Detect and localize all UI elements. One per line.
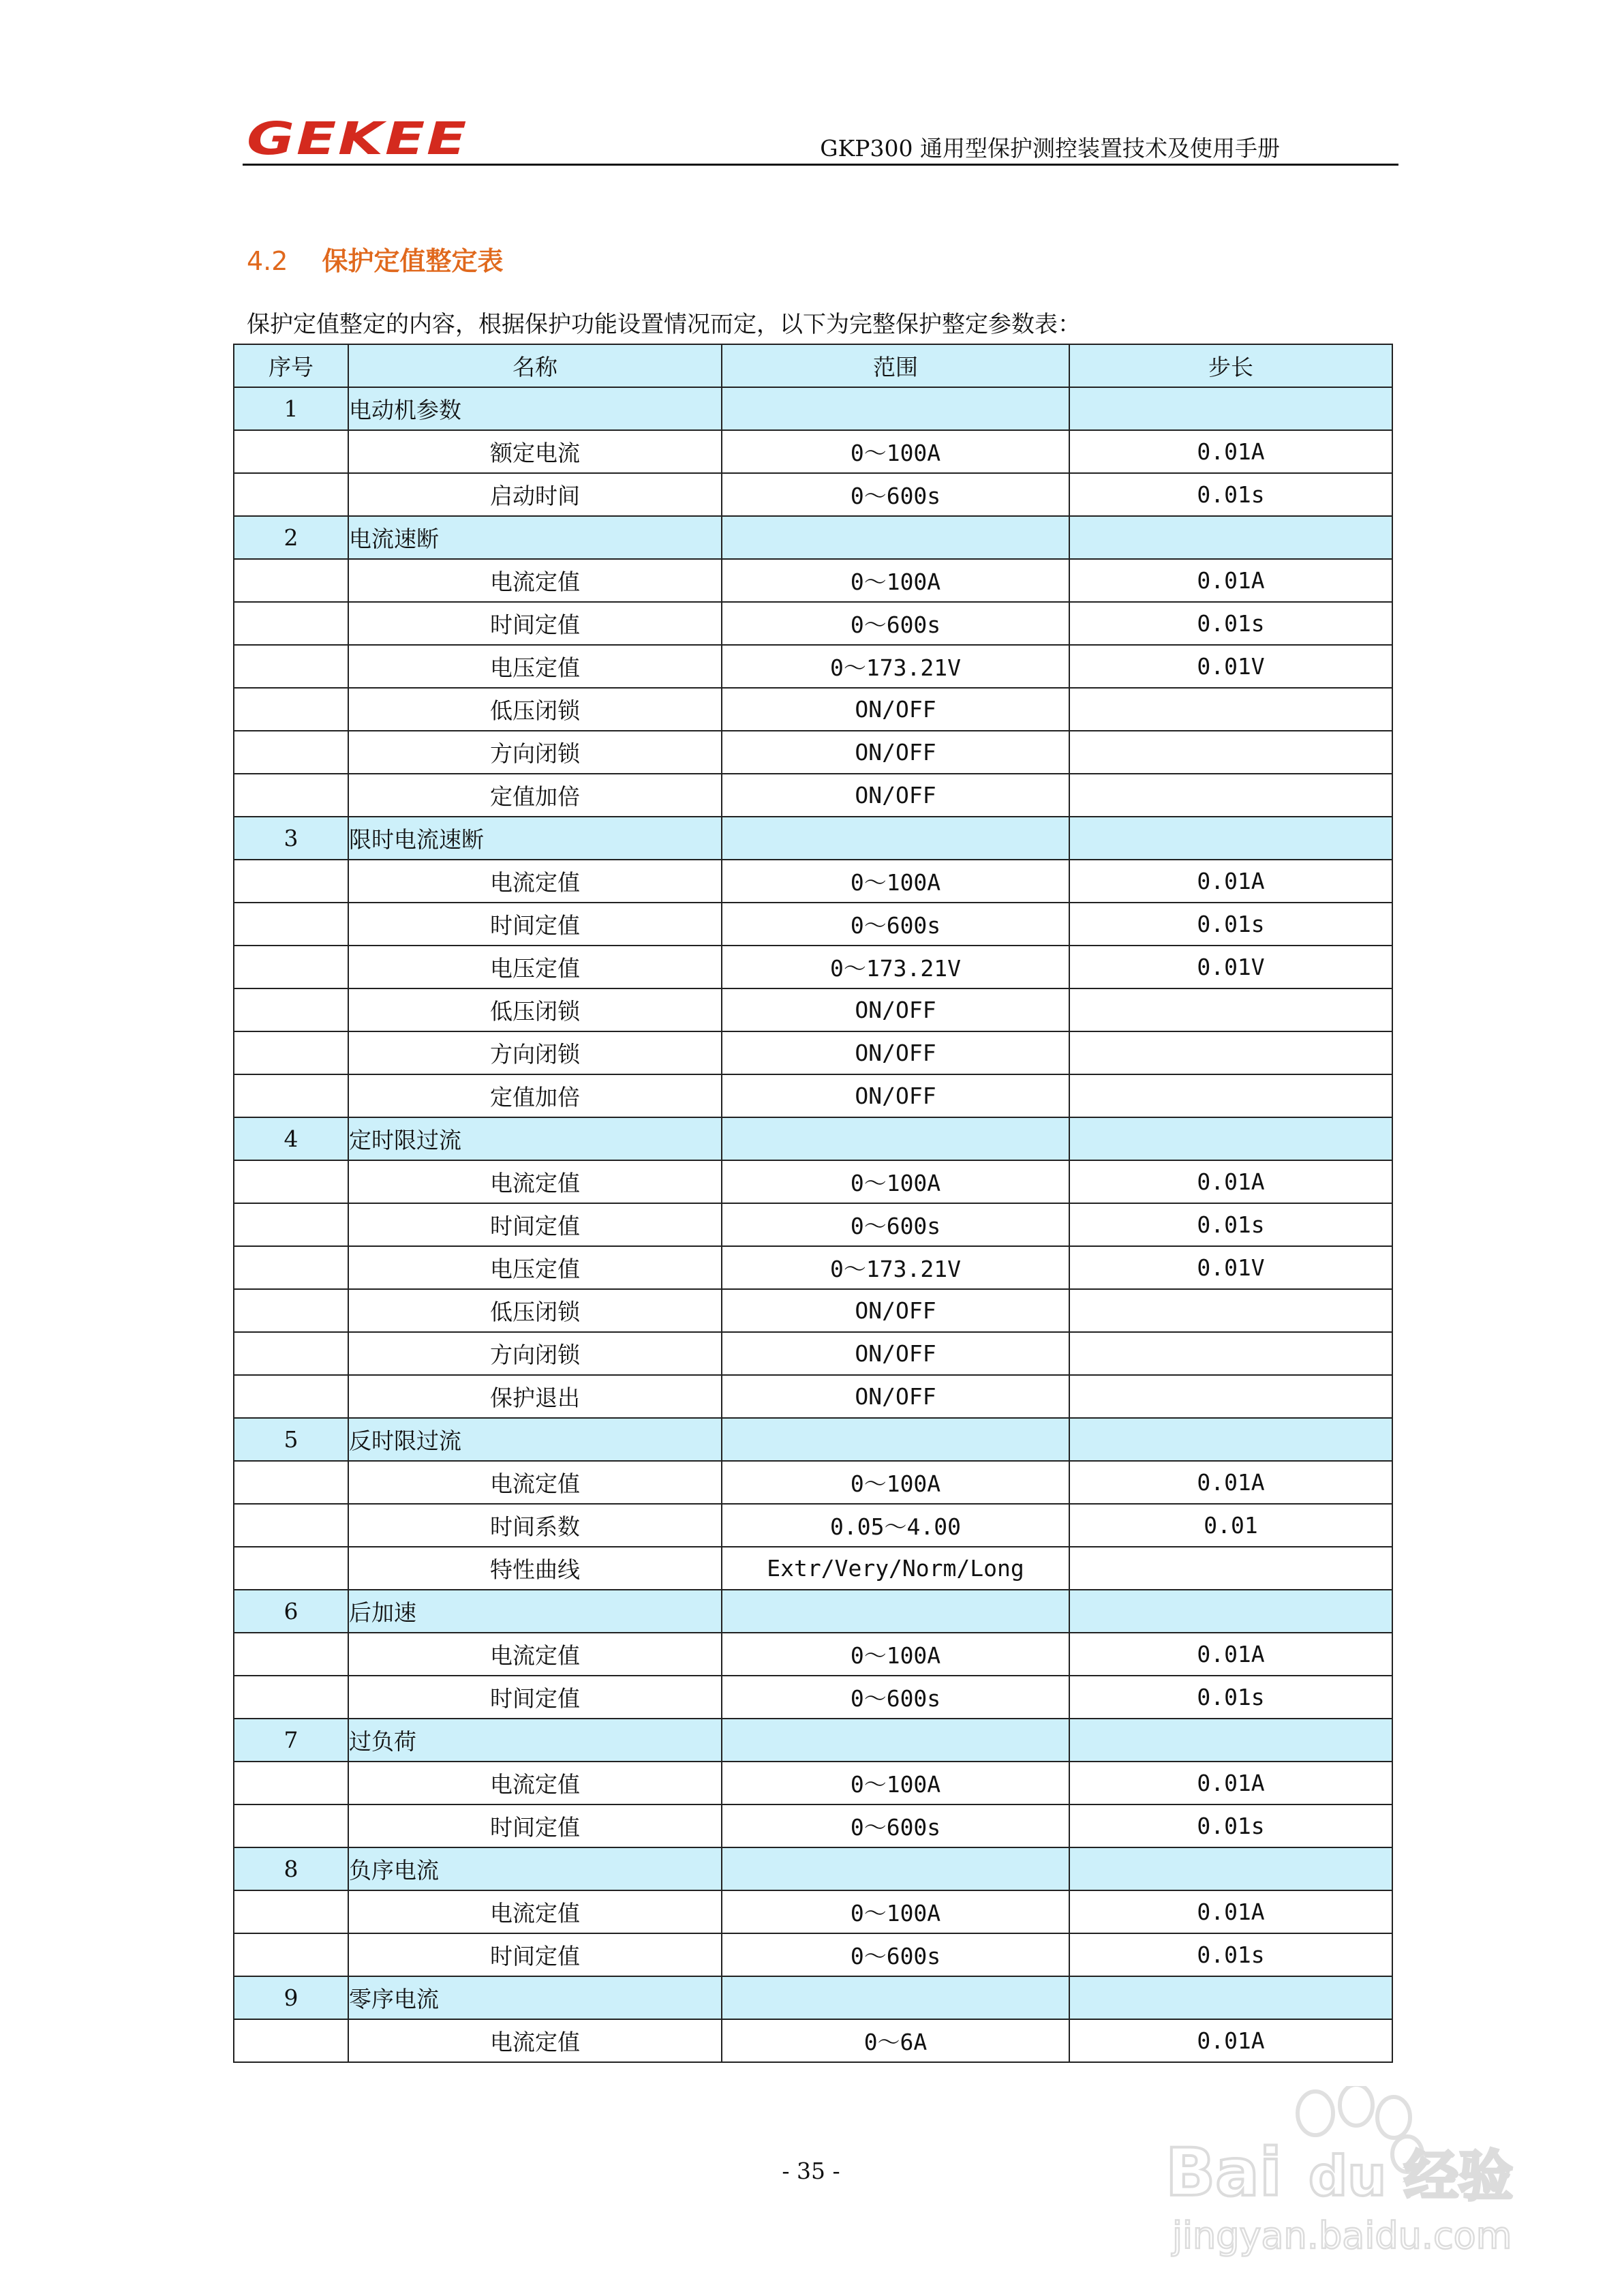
table-row: [234, 473, 1392, 516]
intro-paragraph: 保护定值整定的内容，根据保护功能设置情况而定，以下为完整保护整定参数表：: [247, 311, 1081, 338]
param-step-cell: [1069, 688, 1392, 731]
group-range-cell: [722, 1590, 1069, 1633]
section-heading: [247, 240, 503, 277]
param-step-cell: 0.01A: [1069, 1461, 1392, 1504]
param-step-cell: 0.01A: [1069, 1160, 1392, 1203]
param-step-cell: [1069, 1074, 1392, 1117]
group-step-cell: [1069, 1590, 1392, 1633]
param-step-cell: [1069, 1289, 1392, 1332]
group-range-cell: [722, 1847, 1069, 1890]
table-row: [234, 860, 1392, 903]
param-step-cell: 0.01A: [1069, 1890, 1392, 1933]
gekee-logo: [247, 116, 472, 160]
param-range-cell: 0～600s: [722, 1203, 1069, 1246]
param-number-cell: [234, 1332, 348, 1375]
table-group-row: [234, 1976, 1392, 2019]
table-group-row: [234, 1719, 1392, 1762]
param-range-cell: 0～600s: [722, 473, 1069, 516]
param-number-cell: [234, 860, 348, 903]
param-range-cell: 0～100A: [722, 1633, 1069, 1676]
group-range-cell: [722, 1719, 1069, 1762]
param-step-cell: 0.01A: [1069, 1633, 1392, 1676]
param-step-cell: 0.01s: [1069, 602, 1392, 645]
group-step-cell: [1069, 1418, 1392, 1461]
page-number: - 35 -: [782, 2158, 840, 2184]
group-range-cell: [722, 1418, 1069, 1461]
group-name-cell: 反时限过流: [348, 1418, 722, 1461]
group-name-cell: 电流速断: [348, 516, 722, 559]
table-row: [234, 1676, 1392, 1719]
param-step-cell: 0.01A: [1069, 559, 1392, 602]
param-range-cell: ON/OFF: [722, 688, 1069, 731]
section-title: 保护定值整定表: [322, 246, 504, 276]
param-number-cell: [234, 602, 348, 645]
table-row: [234, 1504, 1392, 1547]
group-number-cell: 2: [234, 516, 348, 559]
param-range-cell: 0～100A: [722, 1890, 1069, 1933]
table-row: [234, 1804, 1392, 1847]
param-step-cell: 0.01s: [1069, 1933, 1392, 1976]
param-number-cell: [234, 688, 348, 731]
param-name-cell: 低压闭锁: [348, 1289, 722, 1332]
param-step-cell: 0.01s: [1069, 903, 1392, 946]
param-name-cell: 额定电流: [348, 430, 722, 473]
param-number-cell: [234, 1160, 348, 1203]
group-name-cell: 电动机参数: [348, 387, 722, 430]
table-row: [234, 645, 1392, 688]
param-range-cell: ON/OFF: [722, 1031, 1069, 1074]
table-row: [234, 1762, 1392, 1804]
param-name-cell: 定值加倍: [348, 774, 722, 817]
param-range-cell: 0～600s: [722, 1804, 1069, 1847]
param-name-cell: 时间定值: [348, 1203, 722, 1246]
param-name-cell: 低压闭锁: [348, 688, 722, 731]
param-number-cell: [234, 1633, 348, 1676]
param-number-cell: [234, 1246, 348, 1289]
param-number-cell: [234, 2019, 348, 2062]
group-number-cell: 7: [234, 1719, 348, 1762]
param-range-cell: 0.05～4.00: [722, 1504, 1069, 1547]
param-number-cell: [234, 430, 348, 473]
param-step-cell: [1069, 988, 1392, 1031]
group-number-cell: 6: [234, 1590, 348, 1633]
param-number-cell: [234, 774, 348, 817]
param-range-cell: 0～100A: [722, 430, 1069, 473]
param-name-cell: 电流定值: [348, 1890, 722, 1933]
param-name-cell: 电流定值: [348, 1160, 722, 1203]
table-row: [234, 774, 1392, 817]
param-name-cell: 时间定值: [348, 903, 722, 946]
param-range-cell: 0～600s: [722, 1676, 1069, 1719]
param-name-cell: 电压定值: [348, 946, 722, 988]
table-row: [234, 1633, 1392, 1676]
group-step-cell: [1069, 387, 1392, 430]
param-range-cell: ON/OFF: [722, 1375, 1069, 1418]
column-header-range: 范围: [722, 344, 1069, 387]
param-range-cell: 0～100A: [722, 1762, 1069, 1804]
table-row: [234, 2019, 1392, 2062]
param-range-cell: 0～100A: [722, 860, 1069, 903]
param-range-cell: ON/OFF: [722, 1332, 1069, 1375]
param-number-cell: [234, 1203, 348, 1246]
param-step-cell: [1069, 1547, 1392, 1590]
param-step-cell: [1069, 1031, 1392, 1074]
table-group-row: [234, 387, 1392, 430]
table-row: [234, 1461, 1392, 1504]
param-step-cell: 0.01V: [1069, 946, 1392, 988]
param-step-cell: 0.01V: [1069, 645, 1392, 688]
table-row: [234, 731, 1392, 774]
baidu-jingyan-watermark: [1159, 2086, 1540, 2263]
param-number-cell: [234, 473, 348, 516]
param-name-cell: 电流定值: [348, 2019, 722, 2062]
svg-text:经验: 经验: [1404, 2145, 1513, 2208]
param-number-cell: [234, 1804, 348, 1847]
param-name-cell: 方向闭锁: [348, 1332, 722, 1375]
group-step-cell: [1069, 516, 1392, 559]
param-range-cell: 0～6A: [722, 2019, 1069, 2062]
table-row: [234, 988, 1392, 1031]
param-number-cell: [234, 1074, 348, 1117]
group-name-cell: 定时限过流: [348, 1117, 722, 1160]
table-group-row: [234, 1590, 1392, 1633]
param-range-cell: 0～173.21V: [722, 645, 1069, 688]
column-header-name: 名称: [348, 344, 722, 387]
column-header-no: 序号: [234, 344, 348, 387]
param-step-cell: [1069, 774, 1392, 817]
table-row: [234, 688, 1392, 731]
group-step-cell: [1069, 1847, 1392, 1890]
param-range-cell: 0～600s: [722, 1933, 1069, 1976]
group-name-cell: 零序电流: [348, 1976, 722, 2019]
param-name-cell: 低压闭锁: [348, 988, 722, 1031]
param-number-cell: [234, 1890, 348, 1933]
param-number-cell: [234, 1289, 348, 1332]
param-step-cell: 0.01A: [1069, 430, 1392, 473]
section-number: 4.2: [247, 246, 288, 276]
param-name-cell: 时间定值: [348, 1676, 722, 1719]
group-number-cell: 4: [234, 1117, 348, 1160]
param-range-cell: 0～600s: [722, 602, 1069, 645]
logo-text: GEKEE: [247, 116, 468, 160]
param-number-cell: [234, 1375, 348, 1418]
table-row: [234, 1289, 1392, 1332]
header-divider: [243, 164, 1398, 166]
param-name-cell: 特性曲线: [348, 1547, 722, 1590]
group-name-cell: 过负荷: [348, 1719, 722, 1762]
group-name-cell: 负序电流: [348, 1847, 722, 1890]
watermark-url: jingyan.baidu.com: [1172, 2214, 1512, 2257]
table-group-row: [234, 1418, 1392, 1461]
table-group-row: [234, 817, 1392, 860]
param-step-cell: 0.01V: [1069, 1246, 1392, 1289]
group-number-cell: 3: [234, 817, 348, 860]
param-name-cell: 电压定值: [348, 1246, 722, 1289]
svg-text:Bai: Bai: [1165, 2134, 1282, 2211]
group-step-cell: [1069, 1117, 1392, 1160]
param-step-cell: 0.01A: [1069, 1762, 1392, 1804]
table-row: [234, 1160, 1392, 1203]
table-row: [234, 1933, 1392, 1976]
param-name-cell: 电流定值: [348, 860, 722, 903]
table-row: [234, 1074, 1392, 1117]
param-range-cell: 0～100A: [722, 1160, 1069, 1203]
table-row: [234, 1031, 1392, 1074]
param-number-cell: [234, 1547, 348, 1590]
table-row: [234, 1203, 1392, 1246]
param-name-cell: 时间定值: [348, 602, 722, 645]
param-number-cell: [234, 731, 348, 774]
protection-settings-table: [233, 344, 1393, 2063]
param-number-cell: [234, 946, 348, 988]
table-row: [234, 602, 1392, 645]
table-group-row: [234, 1847, 1392, 1890]
param-step-cell: 0.01s: [1069, 1676, 1392, 1719]
param-name-cell: 方向闭锁: [348, 731, 722, 774]
group-range-cell: [722, 817, 1069, 860]
group-number-cell: 8: [234, 1847, 348, 1890]
param-number-cell: [234, 559, 348, 602]
param-step-cell: 0.01s: [1069, 1804, 1392, 1847]
group-step-cell: [1069, 1976, 1392, 2019]
param-number-cell: [234, 1031, 348, 1074]
group-range-cell: [722, 1976, 1069, 2019]
param-number-cell: [234, 1762, 348, 1804]
table-header-row: [234, 344, 1392, 387]
column-header-step: 步长: [1069, 344, 1392, 387]
param-number-cell: [234, 1504, 348, 1547]
param-step-cell: 0.01A: [1069, 2019, 1392, 2062]
param-name-cell: 方向闭锁: [348, 1031, 722, 1074]
group-name-cell: 后加速: [348, 1590, 722, 1633]
param-range-cell: 0～173.21V: [722, 946, 1069, 988]
param-name-cell: 定值加倍: [348, 1074, 722, 1117]
param-name-cell: 电流定值: [348, 559, 722, 602]
document-header-title: GKP300 通用型保护测控装置技术及使用手册: [820, 135, 1280, 162]
param-range-cell: 0～100A: [722, 1461, 1069, 1504]
param-number-cell: [234, 903, 348, 946]
param-name-cell: 时间定值: [348, 1804, 722, 1847]
param-range-cell: ON/OFF: [722, 731, 1069, 774]
param-range-cell: 0～600s: [722, 903, 1069, 946]
param-step-cell: [1069, 1375, 1392, 1418]
param-step-cell: [1069, 731, 1392, 774]
group-number-cell: 5: [234, 1418, 348, 1461]
group-number-cell: 9: [234, 1976, 348, 2019]
group-step-cell: [1069, 817, 1392, 860]
table-row: [234, 559, 1392, 602]
param-name-cell: 电压定值: [348, 645, 722, 688]
table-group-row: [234, 1117, 1392, 1160]
param-range-cell: ON/OFF: [722, 1074, 1069, 1117]
param-name-cell: 时间系数: [348, 1504, 722, 1547]
param-name-cell: 电流定值: [348, 1762, 722, 1804]
param-range-cell: ON/OFF: [722, 774, 1069, 817]
group-number-cell: 1: [234, 387, 348, 430]
param-range-cell: 0～100A: [722, 559, 1069, 602]
param-name-cell: 时间定值: [348, 1933, 722, 1976]
group-range-cell: [722, 516, 1069, 559]
table-row: [234, 1332, 1392, 1375]
table-row: [234, 946, 1392, 988]
param-step-cell: 0.01s: [1069, 473, 1392, 516]
param-number-cell: [234, 645, 348, 688]
table-row: [234, 903, 1392, 946]
table-row: [234, 1375, 1392, 1418]
svg-text:du: du: [1309, 2145, 1387, 2208]
group-step-cell: [1069, 1719, 1392, 1762]
table-row: [234, 430, 1392, 473]
table-row: [234, 1246, 1392, 1289]
param-name-cell: 电流定值: [348, 1461, 722, 1504]
param-step-cell: 0.01A: [1069, 860, 1392, 903]
param-range-cell: 0～173.21V: [722, 1246, 1069, 1289]
param-name-cell: 保护退出: [348, 1375, 722, 1418]
param-number-cell: [234, 1461, 348, 1504]
param-step-cell: 0.01: [1069, 1504, 1392, 1547]
param-number-cell: [234, 1933, 348, 1976]
param-name-cell: 启动时间: [348, 473, 722, 516]
table-row: [234, 1890, 1392, 1933]
param-range-cell: Extr/Very/Norm/Long: [722, 1547, 1069, 1590]
table-group-row: [234, 516, 1392, 559]
param-step-cell: 0.01s: [1069, 1203, 1392, 1246]
param-range-cell: ON/OFF: [722, 988, 1069, 1031]
group-range-cell: [722, 1117, 1069, 1160]
group-range-cell: [722, 387, 1069, 430]
param-range-cell: ON/OFF: [722, 1289, 1069, 1332]
param-number-cell: [234, 1676, 348, 1719]
param-step-cell: [1069, 1332, 1392, 1375]
table-row: [234, 1547, 1392, 1590]
group-name-cell: 限时电流速断: [348, 817, 722, 860]
param-name-cell: 电流定值: [348, 1633, 722, 1676]
param-number-cell: [234, 988, 348, 1031]
